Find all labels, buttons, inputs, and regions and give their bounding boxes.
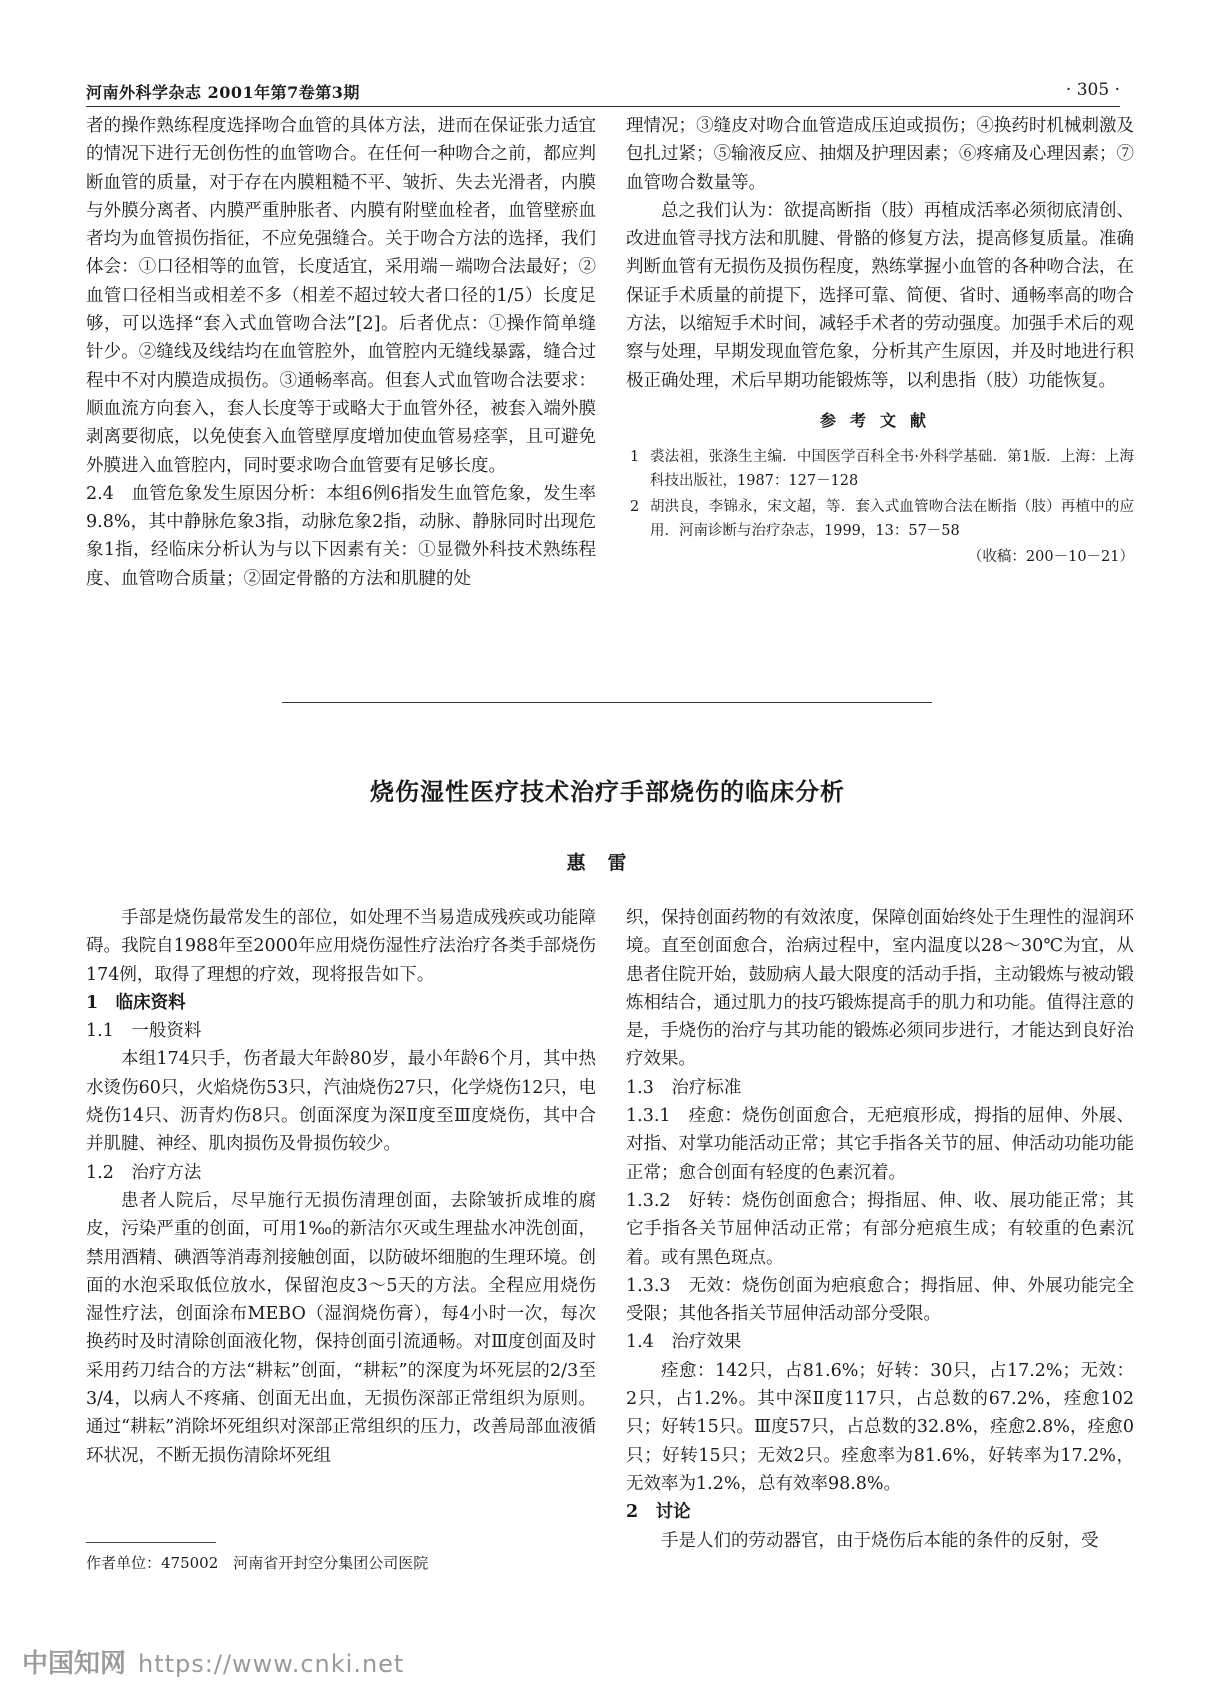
prev-paragraph: 理情况；③缝皮对吻合血管造成压迫或损伤；④换药时机械刺激及包扎过紧；⑤输液反应、抽烟及护理因素；⑥疼痛及心理因素；⑦血管吻合数量等。 <box>626 116 1134 193</box>
journal-header: 河南外科学杂志 2001年第7卷第3期 <box>86 83 360 102</box>
watermark-brand: 中国知网 <box>22 1649 127 1679</box>
article-title: 烧伤湿性医疗技术治疗手部烧伤的临床分析 <box>370 778 845 806</box>
watermark-url: https://www.cnki.net <box>138 1650 405 1678</box>
reference-item <box>626 495 1134 543</box>
body-paragraph: 1.3.3 无效：烧伤创面为疤痕愈合；拇指屈、伸、外展功能完全受限；其他各指关节屈伸活动部分受限。 <box>626 1275 1134 1325</box>
reference-number: 2 <box>630 499 640 516</box>
body-paragraph: 1.3.2 好转：烧伤创面愈合；拇指屈、伸、收、展功能正常；其它手指各关节屈伸活动正常；有部分疤痕生成；有较重的色素沉着。或有黑色斑点。 <box>626 1190 1134 1268</box>
received-date: （收稿：200－10－21） <box>967 549 1134 566</box>
subsection-heading: 1.1 一般资料 <box>86 1021 202 1042</box>
body-paragraph: 痊愈：142只，占81.6%；好转：30只，占17.2%；无效：2只，占1.2%。其中深Ⅱ度117只，占总数的67.2%，痊愈102只；好转15只。Ⅲ度57只，占总数的32.8%，痊愈2.8%，痊愈0只；好转15只；无效2只。痊愈率为81.6%，好转率为17.2%，无效率为1.2%，总有效率98.8%。 <box>626 1360 1134 1494</box>
subsection-heading: 1.3 治疗标准 <box>626 1077 742 1098</box>
prev-article-right-column <box>626 112 1134 569</box>
reference-number: 1 <box>630 449 640 466</box>
prev-paragraph: 者的操作熟练程度选择吻合血管的具体方法，进而在保证张力适宜的情况下进行无创伤性的血管吻合。在任何一种吻合之前，都应判断血管的质量，对于存在内膜粗糙不平、皱折、失去光滑者，内膜与外膜分离者、内膜严重肿胀者、内膜有附壁血栓者，血管壁瘀血者均为血管损伤指征，不应免强缝合。关于吻合方法的选择，我们体会：①口径相等的血管，长度适宜，采用端－端吻合法最好；②血管口径相当或相差不多（相差不超过较大者口径的1/5）长度足够，可以选择“套入式血管吻合法”[2]。后者优点：①操作简单缝针少。②缝线及线结均在血管腔外，血管腔内无缝线暴露，缝合过程中不对内膜造成损伤。③通畅率高。但套人式血管吻合法要求：顺血流方向套入，套人长度等于或略大于血管外径，被套入端外膜剥离要彻底，以免使套入血管壁厚度增加使血管易痉挛，且可避免外膜进入血管腔内，同时要求吻合血管要有足够长度。 <box>86 116 596 476</box>
subsection-heading: 1.2 治疗方法 <box>86 1162 202 1183</box>
article-right-column <box>626 904 1134 1555</box>
footnote-rule <box>86 1542 216 1543</box>
subsection-heading: 1.4 治疗效果 <box>626 1332 742 1353</box>
body-paragraph: 1.3.1 痊愈：烧伤创面愈合，无疤痕形成，拇指的屈伸、外展、对指、对掌功能活动正常；其它手指各关节的屈、伸活动功能功能正常；愈合创面有轻度的色素沉着。 <box>626 1106 1134 1183</box>
header-rule <box>86 106 1120 107</box>
body-paragraph: 本组174只手，伤者最大年龄80岁，最小年龄6个月，其中热水烫伤60只，火焰烧伤53只，汽油烧伤27只，化学烧伤12只，电烧伤14只、沥青灼伤8只。创面深度为深Ⅱ度至Ⅲ度烧伤，其中合并肌腱、神经、肌肉损伤及骨损伤较少。 <box>86 1049 596 1155</box>
intro-paragraph: 手部是烧伤最常发生的部位，如处理不当易造成残疾或功能障碍。我院自1988年至2000年应用烧伤湿性疗法治疗各类手部烧伤174例，取得了理想的疗效，现将报告如下。 <box>86 908 596 985</box>
page-number: · 305 · <box>1065 80 1120 100</box>
section-heading: 1 临床资料 <box>86 992 186 1013</box>
prev-paragraph: 总之我们认为：欲提高断指（肢）再植成活率必须彻底清创、改进血管寻找方法和肌腱、骨骼的修复方法，提高修复质量。准确判断血管有无损伤及损伤程度，熟练掌握小血管的各种吻合法，在保证手术质量的前提下，选择可靠、简便、省时、通畅率高的吻合方法，以缩短手术时间，减轻手术者的劳动强度。加强手术后的观察与处理，早期发现血管危象，分析其产生原因，并及时地进行积极正确处理，术后早期功能锻炼等，以利患指（肢）功能恢复。 <box>626 200 1134 391</box>
prev-paragraph: 2.4 血管危象发生原因分析：本组6例6指发生血管危象，发生率9.8%，其中静脉危象3指，动脉危象2指，动脉、静脉同时出现危象1指，经临床分析认为与以下因素有关：①显微外科技术熟练程度、血管吻合质量；②固定骨骼的方法和肌腱的处 <box>86 483 596 589</box>
article-author: 惠雷 <box>566 852 649 874</box>
author-affiliation: 作者单位：475002 河南省开封空分集团公司医院 <box>86 1554 429 1572</box>
body-paragraph: 患者人院后，尽早施行无损伤清理创面，去除皱折成堆的腐皮，污染严重的创面，可用1‰的新洁尔灭或生理盐水冲洗创面，禁用酒精、碘酒等消毒剂接触创面，以防破坏细胞的生理环境。创面的水泡采取低位放水，保留泡皮3～5天的方法。全程应用烧伤湿性疗法，创面涂布MEBO（湿润烧伤膏），每4小时一次，每次换药时及时清除创面液化物，保持创面引流通畅。对Ⅲ度创面及时采用药刀结合的方法“耕耘”创面，“耕耘”的深度为坏死层的2/3至3/4，以病人不疼痛、创面无出血，无损伤深部正常组织为原则。通过“耕耘”消除坏死组织对深部正常组织的压力，改善局部血液循环状况，不断无损伤清除坏死组 <box>86 1190 596 1466</box>
reference-text: 胡洪良，李锦永，宋文超，等．套入式血管吻合法在断指（肢）再植中的应用．河南诊断与治疗杂志，1999，13：57－58 <box>650 499 1134 540</box>
section-heading: 2 讨论 <box>626 1502 691 1523</box>
reference-item <box>626 445 1134 493</box>
article-left-column <box>86 904 596 1470</box>
prev-article-left-column <box>86 112 596 593</box>
body-paragraph: 织，保持创面药物的有效浓度，保障创面始终处于生理性的湿润环境。直至创面愈合，治病过程中，室内温度以28～30℃为宜，从患者住院开始，鼓励病人最大限度的活动手指，主动锻炼与被动锻炼相结合，通过肌力的技巧锻炼提高手的肌力和功能。值得注意的是，手烧伤的治疗与其功能的锻炼必须同步进行，才能达到良好治疗效果。 <box>626 908 1134 1070</box>
article-divider <box>282 702 932 703</box>
references-title: 参考文献 <box>819 410 940 430</box>
cnki-watermark <box>22 1643 404 1680</box>
body-paragraph: 手是人们的劳动器官，由于烧伤后本能的条件的反射，受 <box>661 1530 1099 1551</box>
reference-text: 裘法祖，张涤生主编．中国医学百科全书·外科学基础．第1版．上海：上海科技出版社，1987：127－128 <box>650 449 1134 490</box>
